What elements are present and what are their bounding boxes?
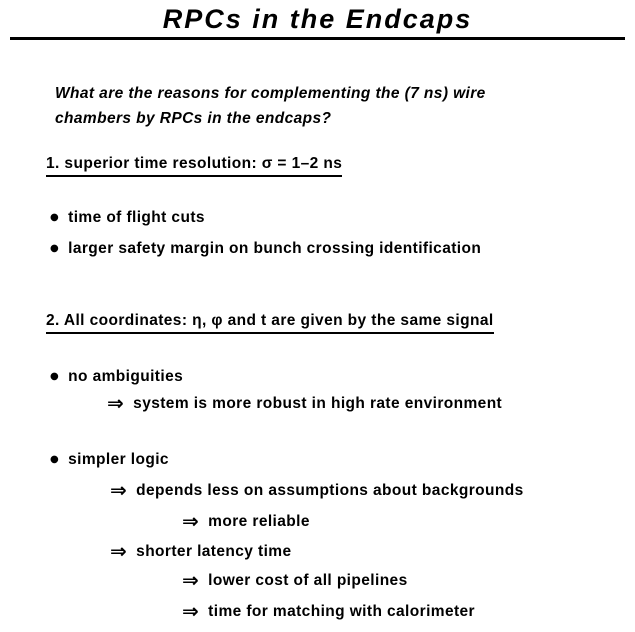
double-arrow-icon: ⇒ bbox=[182, 568, 200, 592]
section1-heading bbox=[46, 155, 342, 172]
section1-bullet-2-text: larger safety margin on bunch crossing identification bbox=[68, 240, 482, 257]
section2-bullet-1-text: no ambiguities bbox=[68, 368, 184, 385]
section2-arrow-2 bbox=[110, 478, 524, 502]
double-arrow-icon: ⇒ bbox=[182, 509, 200, 533]
section2-bullet-2-text: simpler logic bbox=[68, 451, 169, 468]
bullet-icon: ● bbox=[50, 243, 60, 254]
double-arrow-icon: ⇒ bbox=[107, 391, 125, 415]
section2-arrow-1-text: system is more robust in high rate environment bbox=[133, 395, 503, 412]
section2-arrow-6 bbox=[182, 599, 475, 623]
double-arrow-icon: ⇒ bbox=[182, 599, 200, 623]
section2-arrow-3 bbox=[182, 509, 310, 533]
section1-heading-text: 1. superior time resolution: σ = 1–2 ns bbox=[46, 155, 342, 177]
question-line-2: chambers by RPCs in the endcaps? bbox=[55, 110, 332, 127]
bullet-icon: ● bbox=[50, 212, 60, 223]
double-arrow-icon: ⇒ bbox=[110, 478, 128, 502]
section2-arrow-5 bbox=[182, 568, 408, 592]
section2-arrow-2-text: depends less on assumptions about backgrounds bbox=[136, 482, 524, 499]
section2-bullet-1 bbox=[50, 368, 183, 385]
section1-bullet-1 bbox=[50, 209, 205, 226]
section2-heading bbox=[46, 312, 494, 329]
section2-heading-text: 2. All coordinates: η, φ and t are given by the same signal bbox=[46, 312, 494, 334]
section2-arrow-1 bbox=[107, 391, 503, 415]
page-title: RPCs in the Endcaps bbox=[162, 4, 473, 34]
section1-bullet-1-text: time of flight cuts bbox=[68, 209, 205, 226]
title-underline-rule bbox=[10, 37, 625, 40]
section1-bullet-2 bbox=[50, 240, 481, 257]
question-line-1: What are the reasons for complementing the (7 ns) wire bbox=[55, 85, 486, 102]
bullet-icon: ● bbox=[50, 371, 60, 382]
section2-arrow-3-text: more reliable bbox=[208, 513, 310, 530]
section2-arrow-6-text: time for matching with calorimeter bbox=[208, 603, 475, 620]
section2-arrow-4-text: shorter latency time bbox=[136, 543, 292, 560]
bullet-icon: ● bbox=[50, 454, 60, 465]
double-arrow-icon: ⇒ bbox=[110, 539, 128, 563]
section2-bullet-2 bbox=[50, 451, 169, 468]
section2-arrow-4 bbox=[110, 539, 292, 563]
section2-arrow-5-text: lower cost of all pipelines bbox=[208, 572, 408, 589]
